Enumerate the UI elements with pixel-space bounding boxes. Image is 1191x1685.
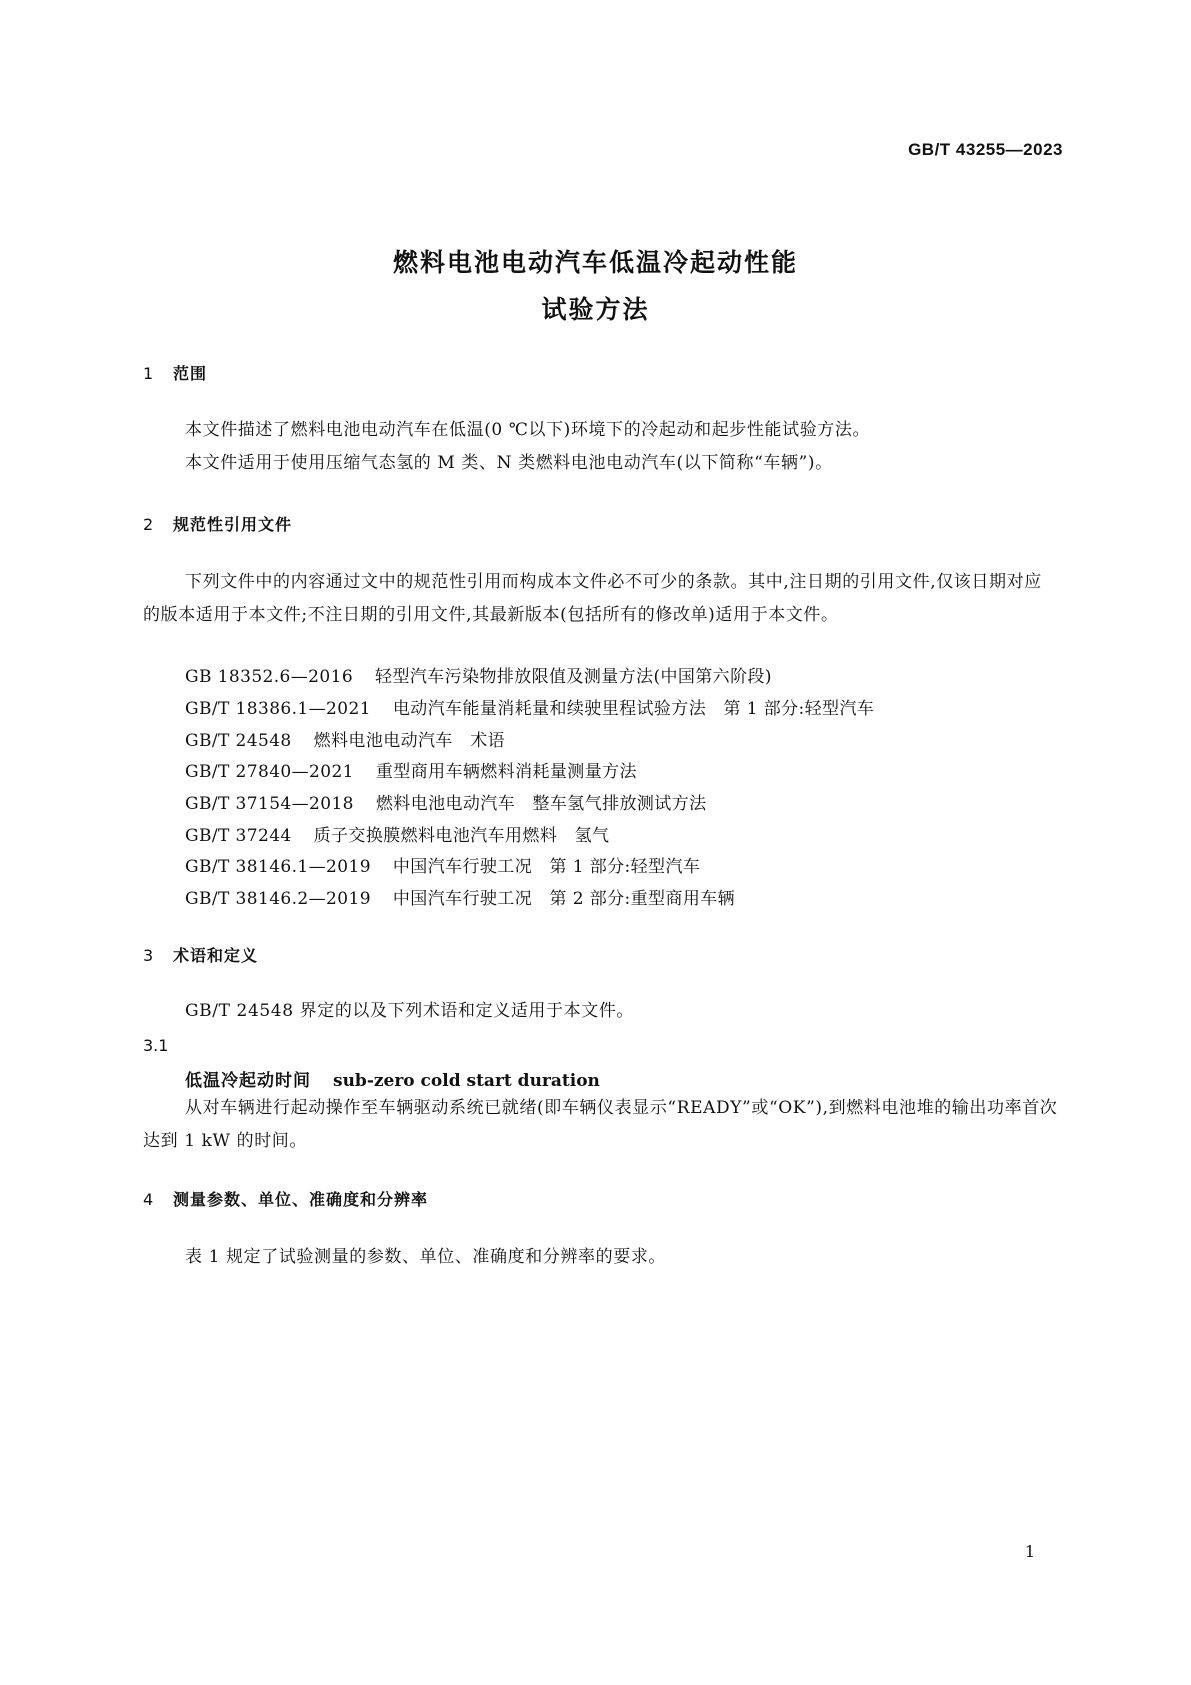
section-1-heading	[143, 361, 207, 384]
reference-code: GB/T 37154—2018	[185, 794, 354, 814]
section-number: 4	[143, 1190, 155, 1209]
section-title: 测量参数、单位、准确度和分辨率	[173, 1190, 429, 1209]
reference-title: 质子交换膜燃料电池汽车用燃料 氢气	[313, 826, 610, 846]
section-4-heading	[143, 1187, 428, 1210]
section-1-paragraph: 本文件适用于使用压缩气态氢的 M 类、N 类燃料电池电动汽车(以下简称“车辆”)。	[185, 453, 833, 473]
section-3-intro: GB/T 24548 界定的以及下列术语和定义适用于本文件。	[185, 1001, 635, 1021]
reference-item	[185, 662, 772, 687]
reference-code: GB/T 38146.1—2019	[185, 857, 371, 877]
section-3-heading	[143, 943, 258, 966]
term-number: 3.1	[143, 1036, 169, 1055]
reference-code: GB/T 24548	[185, 731, 292, 751]
reference-title: 燃料电池电动汽车 术语	[313, 731, 506, 751]
reference-title: 轻型汽车污染物排放限值及测量方法(中国第六阶段)	[375, 667, 772, 687]
term-heading	[185, 1066, 600, 1091]
section-1-paragraph: 本文件描述了燃料电池电动汽车在低温(0 ℃以下)环境下的冷起动和起步性能试验方法。	[185, 420, 871, 440]
section-number: 1	[143, 364, 155, 383]
section-number: 3	[143, 946, 155, 965]
term-definition: 从对车辆进行起动操作至车辆驱动系统已就绪(即车辆仪表显示“READY”或“OK”),到燃料电池堆的输出功率首次达到 1 kW 的时间。	[143, 1098, 1058, 1151]
reference-title: 电动汽车能量消耗量和续驶里程试验方法 第 1 部分:轻型汽车	[392, 699, 875, 719]
reference-item	[185, 757, 637, 782]
section-title: 术语和定义	[173, 946, 259, 965]
reference-code: GB/T 37244	[185, 826, 292, 846]
reference-item	[185, 884, 735, 909]
section-title: 规范性引用文件	[173, 515, 293, 534]
page-number: 1	[1024, 1542, 1035, 1561]
reference-code: GB/T 38146.2—2019	[185, 889, 371, 909]
reference-code: GB 18352.6—2016	[185, 667, 354, 687]
reference-title: 中国汽车行驶工况 第 2 部分:重型商用车辆	[392, 889, 736, 909]
term-chinese: 低温冷起动时间	[185, 1071, 311, 1091]
reference-item	[185, 726, 505, 751]
section-title: 范围	[173, 364, 208, 383]
section-2-intro: 下列文件中的内容通过文中的规范性引用而构成本文件必不可少的条款。其中,注日期的引用文件,仅该日期对应的版本适用于本文件;不注日期的引用文件,其最新版本(包括所有的修改单)适用于本文件。	[143, 572, 1042, 625]
reference-title: 中国汽车行驶工况 第 1 部分:轻型汽车	[392, 857, 701, 877]
section-2-heading	[143, 512, 292, 535]
document-subtitle: 试验方法	[541, 295, 650, 324]
reference-code: GB/T 18386.1—2021	[185, 699, 371, 719]
standard-number: GB/T 43255—2023	[908, 140, 1063, 159]
reference-title: 燃料电池电动汽车 整车氢气排放测试方法	[375, 794, 707, 814]
reference-code: GB/T 27840—2021	[185, 762, 354, 782]
section-4-paragraph: 表 1 规定了试验测量的参数、单位、准确度和分辨率的要求。	[185, 1247, 667, 1267]
reference-item	[185, 852, 700, 877]
document-title: 燃料电池电动汽车低温冷起动性能	[392, 248, 798, 277]
reference-title: 重型商用车辆燃料消耗量测量方法	[375, 762, 637, 782]
reference-item	[185, 821, 609, 846]
term-english: sub-zero cold start duration	[333, 1071, 600, 1091]
reference-item	[185, 789, 707, 814]
section-number: 2	[143, 515, 155, 534]
reference-item	[185, 694, 874, 719]
